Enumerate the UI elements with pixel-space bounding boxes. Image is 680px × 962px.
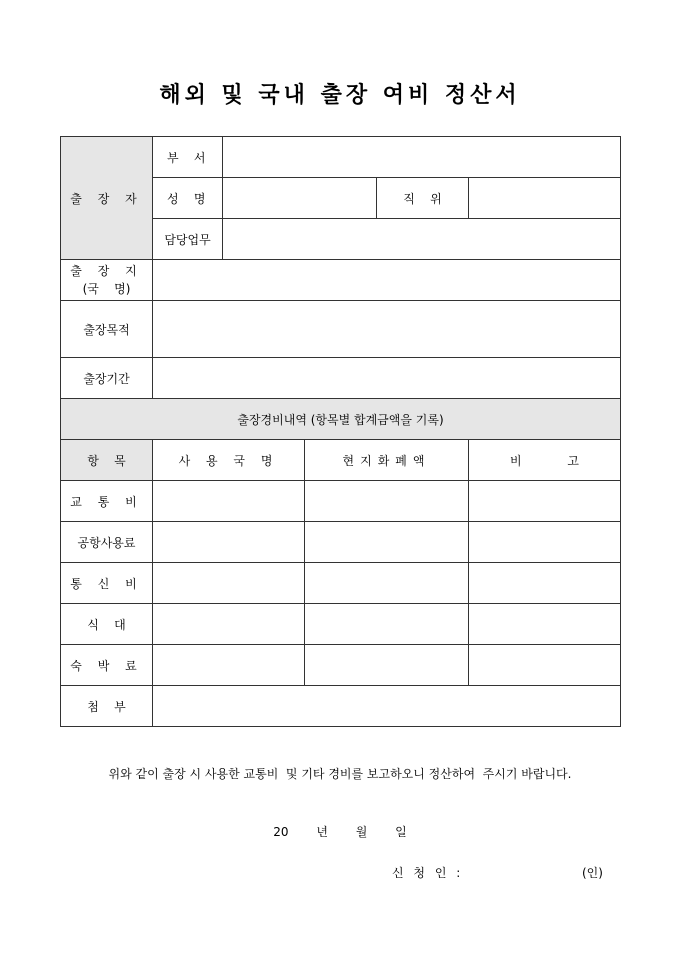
destination-field[interactable] [153, 260, 621, 301]
row-label: 숙 박 료 [61, 645, 153, 686]
attachment-field[interactable] [153, 686, 621, 727]
amount-cell[interactable] [305, 563, 469, 604]
expense-section-title: 출장경비내역 (항목별 합계금액을 기록) [61, 399, 621, 440]
amount-cell[interactable] [305, 604, 469, 645]
row-label: 식 대 [61, 604, 153, 645]
country-cell[interactable] [153, 522, 305, 563]
name-label: 성 명 [153, 178, 223, 219]
expense-row-airport-fee [61, 522, 621, 563]
period-label: 출장기간 [61, 358, 153, 399]
date-day-unit: 일 [395, 825, 407, 839]
remark-cell[interactable] [469, 522, 621, 563]
country-cell[interactable] [153, 481, 305, 522]
column-header-country: 사 용 국 명 [153, 440, 305, 481]
statement-text: 위와 같이 출장 시 사용한 교통비 및 기타 경비를 보고하오니 정산하여 주시기 바랍니다. [108, 767, 572, 781]
row-label: 공항사용료 [61, 522, 153, 563]
date-line [0, 823, 680, 840]
position-field[interactable] [469, 178, 621, 219]
amount-cell[interactable] [305, 645, 469, 686]
expense-row-meals [61, 604, 621, 645]
traveler-label: 출 장 자 [61, 137, 153, 260]
expense-row-transport [61, 481, 621, 522]
seal-mark: (인) [582, 866, 603, 880]
document-title: 해외 및 국내 출장 여비 정산서 [159, 82, 521, 108]
department-label: 부 서 [153, 137, 223, 178]
date-year-unit: 년 [316, 825, 328, 839]
position-label: 직 위 [377, 178, 469, 219]
remark-cell[interactable] [469, 604, 621, 645]
expense-row-lodging [61, 645, 621, 686]
purpose-field[interactable] [153, 301, 621, 358]
remark-cell[interactable] [469, 481, 621, 522]
name-field[interactable] [223, 178, 377, 219]
date-month-unit: 월 [355, 825, 368, 839]
destination-label-line2: (국 명) [82, 282, 131, 296]
attachment-label: 첨 부 [61, 686, 153, 727]
amount-cell[interactable] [305, 481, 469, 522]
destination-label [61, 260, 153, 301]
country-cell[interactable] [153, 645, 305, 686]
expense-row-communication [61, 563, 621, 604]
department-field[interactable] [223, 137, 621, 178]
row-label: 통 신 비 [61, 563, 153, 604]
remark-cell[interactable] [469, 645, 621, 686]
applicant-label: 신 청 인 : [392, 866, 464, 880]
column-header-amount: 현지화폐액 [305, 440, 469, 481]
duty-label: 담당업무 [153, 219, 223, 260]
amount-cell[interactable] [305, 522, 469, 563]
country-cell[interactable] [153, 604, 305, 645]
expense-form-table [60, 136, 621, 727]
column-header-item: 항 목 [61, 440, 153, 481]
period-field[interactable] [153, 358, 621, 399]
remark-cell[interactable] [469, 563, 621, 604]
destination-label-line1: 출 장 지 [70, 264, 143, 278]
date-year: 20 [273, 825, 289, 839]
duty-field[interactable] [223, 219, 621, 260]
country-cell[interactable] [153, 563, 305, 604]
row-label: 교 통 비 [61, 481, 153, 522]
column-header-remark: 비 고 [469, 440, 621, 481]
purpose-label: 출장목적 [61, 301, 153, 358]
